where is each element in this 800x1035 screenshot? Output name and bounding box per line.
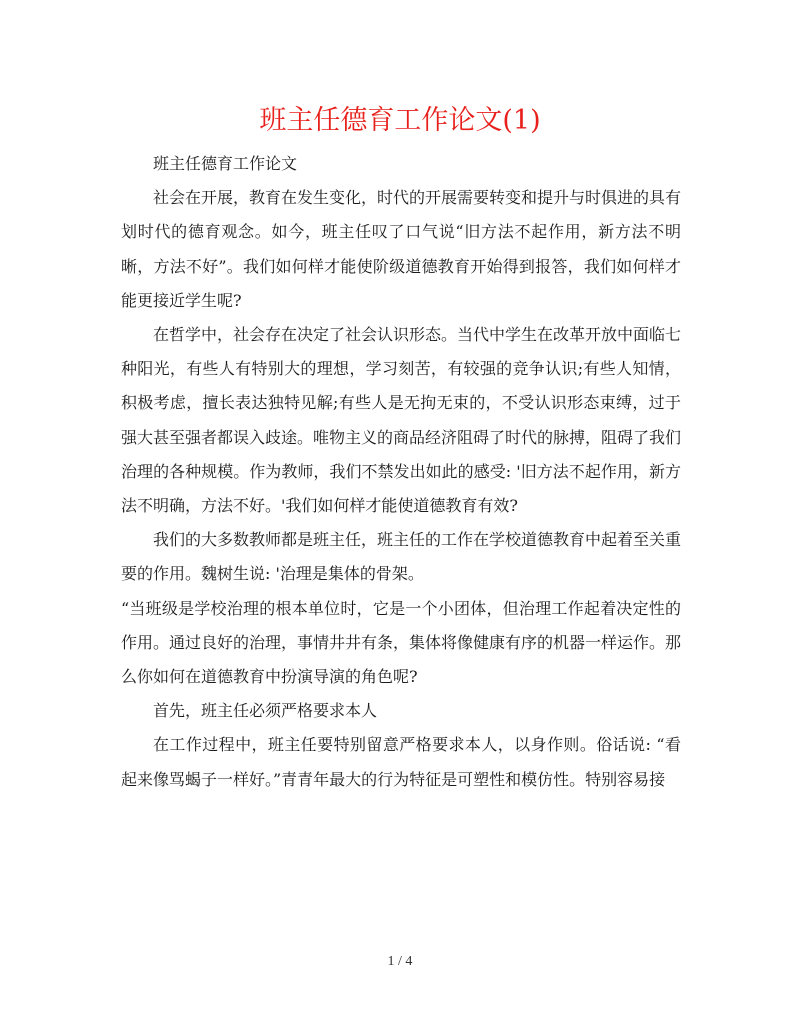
- paragraph: 在工作过程中，班主任要特别留意严格要求本人，以身作则。俗话说: “看起来像骂蝎子一样好。”青青年最大的行为特征是可塑性和模仿性。特别容易接: [121, 735, 681, 789]
- paragraph-heading: 首先，班主任必须严格要求本人: [153, 701, 378, 721]
- paragraph-quote: “当班级是学校治理的根本单位时，它是一个小团体，但治理工作起着决定性的作用。通过良好的治理，事情井井有条，集体将像健康有序的机器一样运作。那么你如何在道德教育中扮演导演的角色呢?: [121, 598, 682, 687]
- paragraph: 在哲学中，社会存在决定了社会认识形态。当代中学生在改革开放中面临七种阳光，有些人有特别大的理想，学习刻苦，有较强的竞争认识;有些人知情，积极考虑，擅长表达独特见解;有些人是无拘无束的，不受认识形态束缚，过于强大甚至强者都误入歧途。唯物主义的商品经济阻碍了时代的脉搏，阻碍了我们治理的各种规模。作为教师，我们不禁发出如此的感受: '旧方法不起作用，新方法不明确，方法不好。'我们如何样才能使道德教育有效?: [121, 325, 682, 516]
- paragraph: 社会在开展，教育在发生变化，时代的开展需要转变和提升与时俱进的具有划时代的德育观念。如今，班主任叹了口气说“旧方法不起作用，新方法不明晰，方法不好”。我们如何样才能使阶级道德教育开始得到报答，我们如何样才能更接近学生呢?: [121, 188, 682, 310]
- paragraph: 我们的大多数教师都是班主任，班主任的工作在学校道德教育中起着至关重要的作用。魏树生说: '治理是集体的骨架。: [121, 530, 682, 584]
- page-number: 1 / 4: [387, 954, 413, 969]
- document-title: 班主任德育工作论文(1): [259, 105, 541, 136]
- paragraph-subtitle: 班主任德育工作论文: [153, 154, 298, 173]
- document-body: [121, 147, 681, 797]
